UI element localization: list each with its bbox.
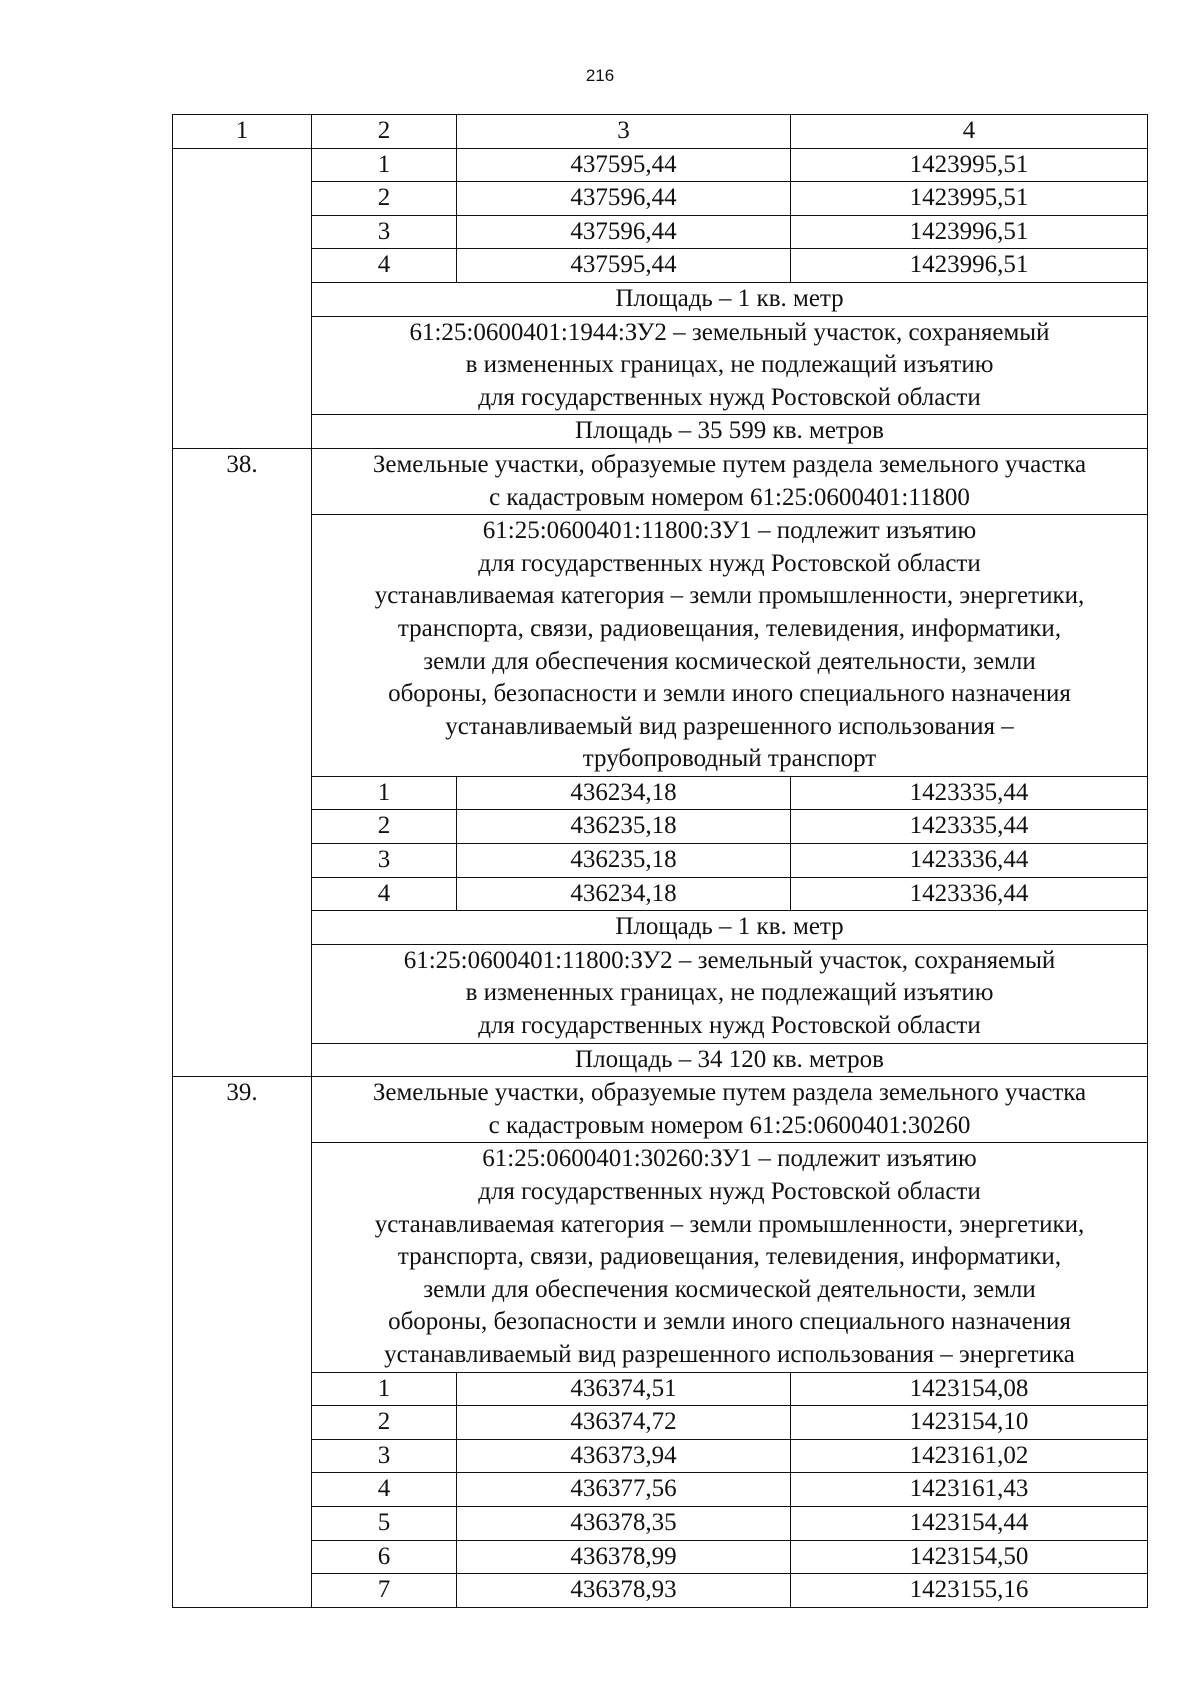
area-row	[173, 911, 1148, 945]
parcel-description-row	[173, 1143, 1148, 1372]
header-row	[173, 115, 1148, 149]
block-number-cell	[173, 148, 312, 448]
parcel-description-cell-line: обороны, безопасности и земли иного специального назначения	[388, 680, 1071, 708]
x-coordinate-cell: 436235,18	[457, 844, 791, 878]
area-row	[173, 282, 1148, 316]
x-coordinate-cell: 436374,72	[457, 1406, 791, 1440]
page-number: 216	[585, 66, 615, 85]
header-cell: 4	[791, 115, 1148, 149]
x-coordinate-cell: 436234,18	[457, 877, 791, 911]
y-coordinate-cell: 1423336,44	[791, 844, 1148, 878]
point-row	[173, 877, 1148, 911]
point-row	[173, 1540, 1148, 1574]
block-title-row	[173, 448, 1148, 514]
x-coordinate-cell: 436377,56	[457, 1473, 791, 1507]
y-coordinate-cell: 1423996,51	[791, 215, 1148, 249]
parcel-description-cell-line: 61:25:0600401:11800:ЗУ1 – подлежит изъятию	[482, 517, 977, 545]
parcel-description-cell-line: трубопроводный транспорт	[582, 745, 877, 773]
area-cell: Площадь – 1 кв. метр	[312, 911, 1148, 945]
block-title-cell-line: Земельные участки, образуемые путем раздела земельного участка	[372, 1079, 1087, 1107]
point-number-cell: 1	[312, 148, 457, 182]
parcel-description-cell-line: устанавливаемая категория – земли промышленности, энергетики,	[374, 582, 1085, 610]
parcel-description-cell-line: для государственных нужд Ростовской области	[478, 549, 981, 577]
y-coordinate-cell: 1423161,43	[791, 1473, 1148, 1507]
x-coordinate-cell: 437596,44	[457, 215, 791, 249]
block-number-cell: 39.	[173, 1077, 312, 1608]
point-row	[173, 1574, 1148, 1608]
point-number-cell: 7	[312, 1574, 457, 1608]
header-cell: 2	[312, 115, 457, 149]
point-number-cell: 3	[312, 1439, 457, 1473]
x-coordinate-cell: 436378,93	[457, 1574, 791, 1608]
point-row	[173, 215, 1148, 249]
y-coordinate-cell: 1423336,44	[791, 877, 1148, 911]
point-number-cell: 1	[312, 1372, 457, 1406]
point-row	[173, 776, 1148, 810]
y-coordinate-cell: 1423161,02	[791, 1439, 1148, 1473]
parcel-description-cell	[312, 515, 1148, 777]
kept-parcel-cell-line: для государственных нужд Ростовской области	[478, 383, 981, 411]
x-coordinate-cell: 436374,51	[457, 1372, 791, 1406]
block-title-cell	[312, 448, 1148, 514]
kept-parcel-cell-line: для государственных нужд Ростовской области	[478, 1012, 981, 1040]
point-row	[173, 1506, 1148, 1540]
point-number-cell: 4	[312, 1473, 457, 1507]
parcel-description-cell-line: обороны, безопасности и земли иного специального назначения	[388, 1308, 1071, 1336]
kept-parcel-cell	[312, 316, 1148, 415]
point-number-cell: 2	[312, 182, 457, 216]
x-coordinate-cell: 436378,99	[457, 1540, 791, 1574]
kept-parcel-cell-line: 61:25:0600401:11800:ЗУ2 – земельный участок, сохраняемый	[403, 946, 1056, 974]
parcel-description-cell-line: транспорта, связи, радиовещания, телевидения, информатики,	[397, 614, 1062, 642]
parcel-description-row	[173, 515, 1148, 777]
header-cell: 1	[173, 115, 312, 149]
kept-area-cell: Площадь – 35 599 кв. метров	[312, 415, 1148, 449]
y-coordinate-cell: 1423335,44	[791, 776, 1148, 810]
point-number-cell: 3	[312, 844, 457, 878]
x-coordinate-cell: 436234,18	[457, 776, 791, 810]
block-title-cell	[312, 1077, 1148, 1143]
kept-parcel-cell-line: в измененных границах, не подлежащий изъятию	[465, 979, 994, 1007]
x-coordinate-cell: 436373,94	[457, 1439, 791, 1473]
point-row	[173, 1473, 1148, 1507]
point-row	[173, 1372, 1148, 1406]
kept-area-row	[173, 415, 1148, 449]
block-title-cell-line: с кадастровым номером 61:25:0600401:11800	[489, 483, 970, 511]
kept-parcel-row	[173, 944, 1148, 1043]
point-number-cell: 6	[312, 1540, 457, 1574]
point-number-cell: 2	[312, 810, 457, 844]
parcel-description-cell-line: устанавливаемая категория – земли промышленности, энергетики,	[374, 1210, 1085, 1238]
kept-parcel-cell-line: в измененных границах, не подлежащий изъятию	[465, 351, 994, 379]
block-number-cell: 38.	[173, 448, 312, 1076]
point-row	[173, 182, 1148, 216]
y-coordinate-cell: 1423995,51	[791, 182, 1148, 216]
parcel-description-cell-line: устанавливаемый вид разрешенного использования – энергетика	[384, 1340, 1075, 1368]
y-coordinate-cell: 1423996,51	[791, 249, 1148, 283]
parcel-description-cell-line: земли для обеспечения космической деятельности, земли	[423, 647, 1036, 675]
y-coordinate-cell: 1423154,08	[791, 1372, 1148, 1406]
x-coordinate-cell: 437595,44	[457, 148, 791, 182]
x-coordinate-cell: 436235,18	[457, 810, 791, 844]
coordinates-table	[172, 114, 1148, 1608]
header-cell: 3	[457, 115, 791, 149]
y-coordinate-cell: 1423995,51	[791, 148, 1148, 182]
parcel-description-cell	[312, 1143, 1148, 1372]
parcel-description-cell-line: транспорта, связи, радиовещания, телевидения, информатики,	[397, 1243, 1062, 1271]
y-coordinate-cell: 1423155,16	[791, 1574, 1148, 1608]
point-row	[173, 249, 1148, 283]
point-row	[173, 1406, 1148, 1440]
parcel-description-cell-line: устанавливаемый вид разрешенного использования –	[445, 712, 1014, 740]
y-coordinate-cell: 1423154,10	[791, 1406, 1148, 1440]
y-coordinate-cell: 1423335,44	[791, 810, 1148, 844]
point-row	[173, 810, 1148, 844]
parcel-description-cell-line: 61:25:0600401:30260:ЗУ1 – подлежит изъятию	[482, 1145, 977, 1173]
point-number-cell: 1	[312, 776, 457, 810]
parcel-description-cell-line: для государственных нужд Ростовской области	[478, 1178, 981, 1205]
point-row	[173, 844, 1148, 878]
point-number-cell: 4	[312, 249, 457, 283]
parcel-description-cell-line: земли для обеспечения космической деятельности, земли	[423, 1275, 1036, 1303]
point-number-cell: 4	[312, 877, 457, 911]
point-number-cell: 3	[312, 215, 457, 249]
block-title-row	[173, 1077, 1148, 1143]
kept-parcel-row	[173, 316, 1148, 415]
block-title-cell-line: с кадастровым номером 61:25:0600401:30260	[488, 1111, 971, 1139]
block-title-cell-line: Земельные участки, образуемые путем раздела земельного участка	[372, 450, 1087, 478]
point-row	[173, 148, 1148, 182]
x-coordinate-cell: 437596,44	[457, 182, 791, 216]
point-number-cell: 5	[312, 1506, 457, 1540]
x-coordinate-cell: 436378,35	[457, 1506, 791, 1540]
point-number-cell: 2	[312, 1406, 457, 1440]
kept-parcel-cell-line: 61:25:0600401:1944:ЗУ2 – земельный участок, сохраняемый	[409, 318, 1050, 346]
y-coordinate-cell: 1423154,44	[791, 1506, 1148, 1540]
kept-area-cell: Площадь – 34 120 кв. метров	[312, 1043, 1148, 1077]
point-row	[173, 1439, 1148, 1473]
kept-parcel-cell	[312, 944, 1148, 1043]
area-cell: Площадь – 1 кв. метр	[312, 282, 1148, 316]
y-coordinate-cell: 1423154,50	[791, 1540, 1148, 1574]
kept-area-row	[173, 1043, 1148, 1077]
x-coordinate-cell: 437595,44	[457, 249, 791, 283]
